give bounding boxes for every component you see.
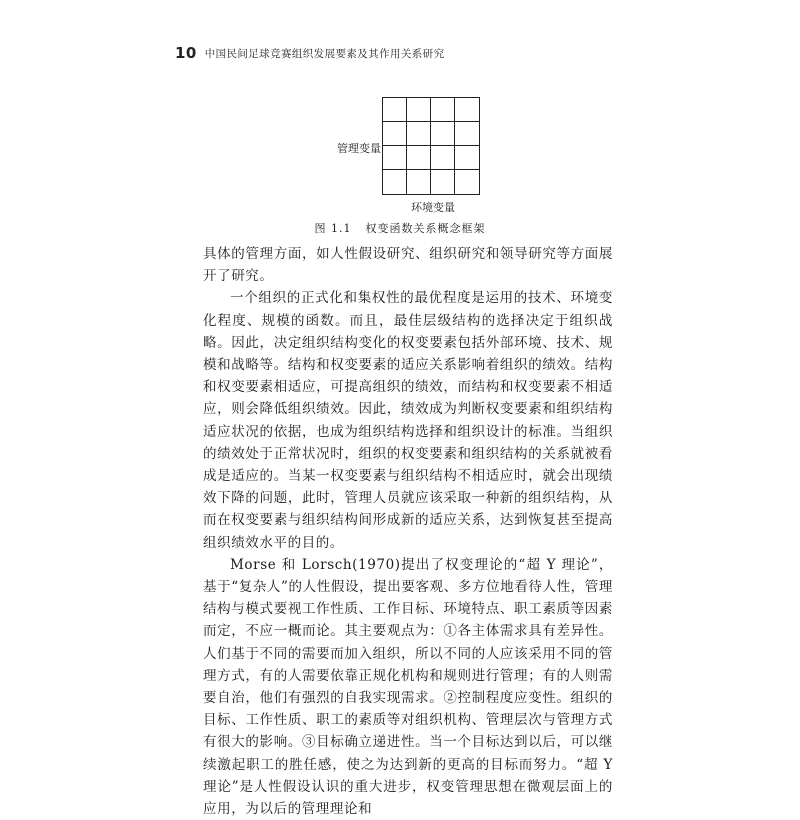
grid-cell <box>407 122 431 146</box>
grid-cell <box>383 122 407 146</box>
grid-cell <box>431 98 455 122</box>
grid-cell <box>383 170 407 194</box>
grid-cell <box>407 98 431 122</box>
running-title: 中国民间足球竞赛组织发展要素及其作用关系研究 <box>204 48 445 60</box>
grid-cell <box>455 170 479 194</box>
running-head <box>175 44 445 62</box>
figure-caption <box>0 220 800 236</box>
grid-cell <box>431 122 455 146</box>
grid-cell <box>455 146 479 170</box>
paragraph: 一个组织的正式化和集权性的最优程度是运用的技术、环境变化程度、规模的函数。而且，最佳层级结构的选择决定于组织战略。因此，决定组织结构变化的权变要素包括外部环境、技术、规模和战略等。结构和权变要素的适应关系影响着组织的绩效。结构和权变要素相适应，可提高组织的绩效，而结构和权变要素不相适应，则会降低组织绩效。因此，绩效成为判断权变要素和组织结构适应状况的依据，也成为组织结构选择和组织设计的标准。当组织的绩效处于正常状况时，组织的权变要素和组织结构的关系就被看成是适应的。当某一权变要素与组织结构不相适应时，就会出现绩效下降的问题，此时，管理人员就应该采取一种新的组织结构，从而在权变要素与组织结构间形成新的适应关系，达到恢复甚至提高组织绩效水平的目的。 <box>203 290 613 551</box>
page-number: 10 <box>175 44 197 62</box>
grid-cell <box>383 98 407 122</box>
paragraph: 具体的管理方面，如人性假设研究、组织研究和领导研究等方面展开了研究。 <box>203 246 613 285</box>
grid-cell <box>407 170 431 194</box>
grid-cell <box>455 98 479 122</box>
diagram-y-label: 管理变量 <box>337 142 381 155</box>
caption-text: 权变函数关系概念框架 <box>365 222 486 235</box>
diagram-x-label: 环境变量 <box>411 201 455 214</box>
grid-cell <box>383 146 407 170</box>
grid-cell <box>431 146 455 170</box>
grid-cell <box>455 122 479 146</box>
grid-cell <box>431 170 455 194</box>
body-text <box>203 243 613 820</box>
caption-number: 图 1.1 <box>314 222 352 235</box>
contingency-grid-diagram <box>382 97 480 195</box>
paragraph: Morse 和 Lorsch(1970)提出了权变理论的“超 Y 理论”，基于“复杂人”的人性假设，提出要客观、多方位地看待人性，管理结构与模式要视工作性质、工作目标、环境特点、职工素质等因素而定，不应一概而论。其主要观点为：①各主体需求具有差异性。人们基于不同的需要而加入组织，所以不同的人应该采用不同的管理方式，有的人需要依靠正规化机构和规则进行管理；有的人则需要自治，他们有强烈的自我实现需求。②控制程度应变性。组织的目标、工作性质、职工的素质等对组织机构、管理层次与管理方式有很大的影响。③目标确立递进性。当一个目标达到以后，可以继续激起职工的胜任感，使之为达到新的更高的目标而努力。“超 Y 理论”是人性假设认识的重大进步，权变管理思想在微观层面上的应用，为以后的管理理论和 <box>203 556 613 818</box>
grid-cell <box>407 146 431 170</box>
